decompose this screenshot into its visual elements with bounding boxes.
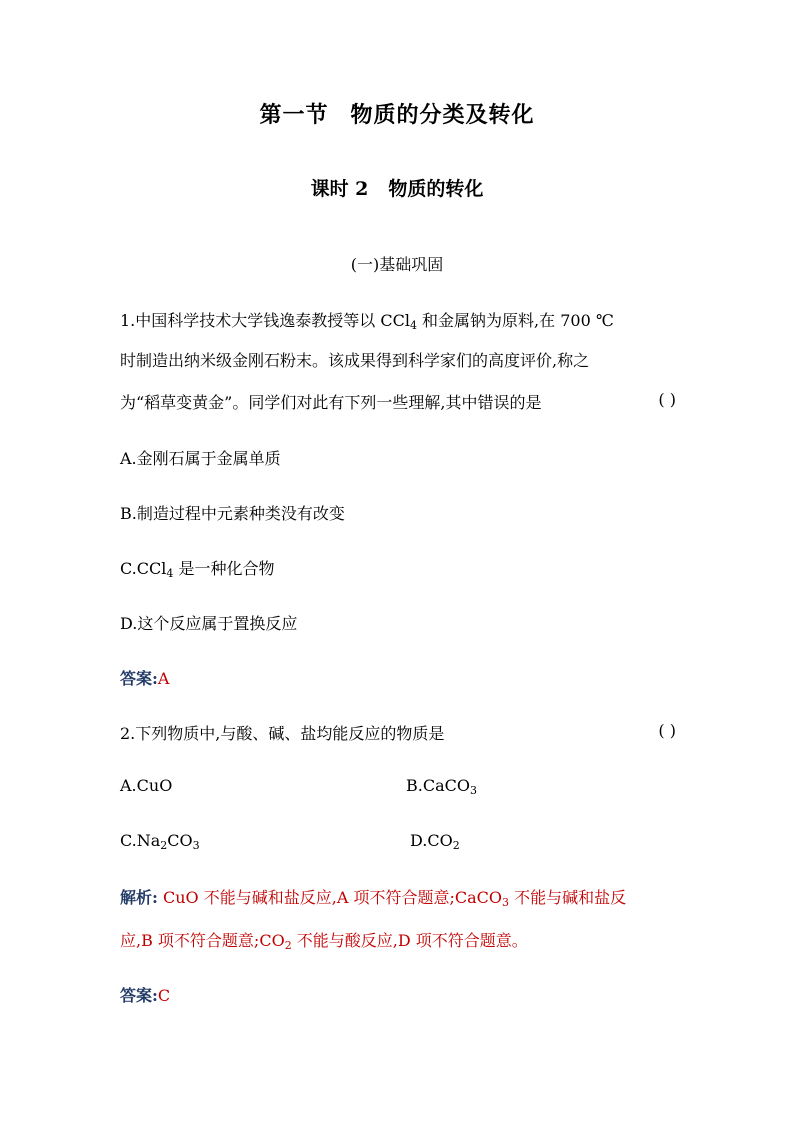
title-section-number: 第一节 bbox=[259, 102, 329, 128]
q1-stem-line-1: 1.中国科学技术大学钱逸泰教授等以 CCl$_4$ 和金属钠为原料,在 700 ℃ bbox=[120, 311, 614, 332]
q2-option-a: A.CuO bbox=[120, 776, 173, 795]
lesson-subtitle bbox=[0, 174, 794, 201]
answer-label: 答案: bbox=[120, 986, 158, 1005]
analysis-label: 解析: bbox=[120, 888, 158, 907]
q1-answer-blank: ( ) bbox=[658, 390, 676, 409]
q1-stem-line-3: 为“稻草变黄金”。同学们对此有下列一些理解,其中错误的是 ( ) bbox=[120, 390, 676, 412]
q2-option-d: $D.CO_2$ bbox=[410, 831, 460, 852]
q2-analysis-line-2: 应,B 项不符合题意$;CO_2$ 不能与酸反应,D 项不符合题意。 bbox=[120, 931, 528, 952]
title-section-name: 物质的分类及转化 bbox=[350, 102, 535, 128]
q2-stem: 2.下列物质中,与酸、碱、盐均能反应的物质是 ( ) bbox=[120, 721, 676, 743]
q2-answer-blank: ( ) bbox=[658, 721, 676, 740]
q2-analysis-line-1: 解析: CuO 不能与碱和盐反应,A 项不符合题意;CaCO$_3$ 不能与碱和盐反 bbox=[120, 888, 627, 909]
answer-value: C bbox=[157, 986, 171, 1005]
q1-option-b: B.制造过程中元素种类没有改变 bbox=[120, 504, 345, 523]
page-title bbox=[0, 98, 794, 129]
section-heading: (一)基础巩固 bbox=[350, 255, 444, 274]
answer-label: 答案: bbox=[120, 669, 158, 688]
q1-option-a: A.金刚石属于金属单质 bbox=[120, 449, 281, 468]
q1-option-c: C.CCl$_4$ 是一种化合物 bbox=[120, 559, 275, 580]
q2-options-row-1 bbox=[120, 776, 676, 795]
q1-option-d: D.这个反应属于置换反应 bbox=[120, 614, 298, 633]
answer-value: A bbox=[157, 669, 170, 688]
q1-stem-line-2: 时制造出纳米级金刚石粉末。该成果得到科学家们的高度评价,称之 bbox=[120, 351, 590, 370]
q2-option-c: $C.Na_2CO_3$ bbox=[120, 831, 200, 852]
q2-option-b: B.CaCO$_3$ bbox=[406, 776, 477, 797]
lesson-number: 课时 2 bbox=[310, 178, 369, 200]
lesson-name: 物质的转化 bbox=[388, 178, 484, 200]
q1-answer bbox=[120, 666, 169, 689]
q2-options-row-2 bbox=[120, 831, 676, 850]
q2-answer bbox=[120, 983, 170, 1006]
